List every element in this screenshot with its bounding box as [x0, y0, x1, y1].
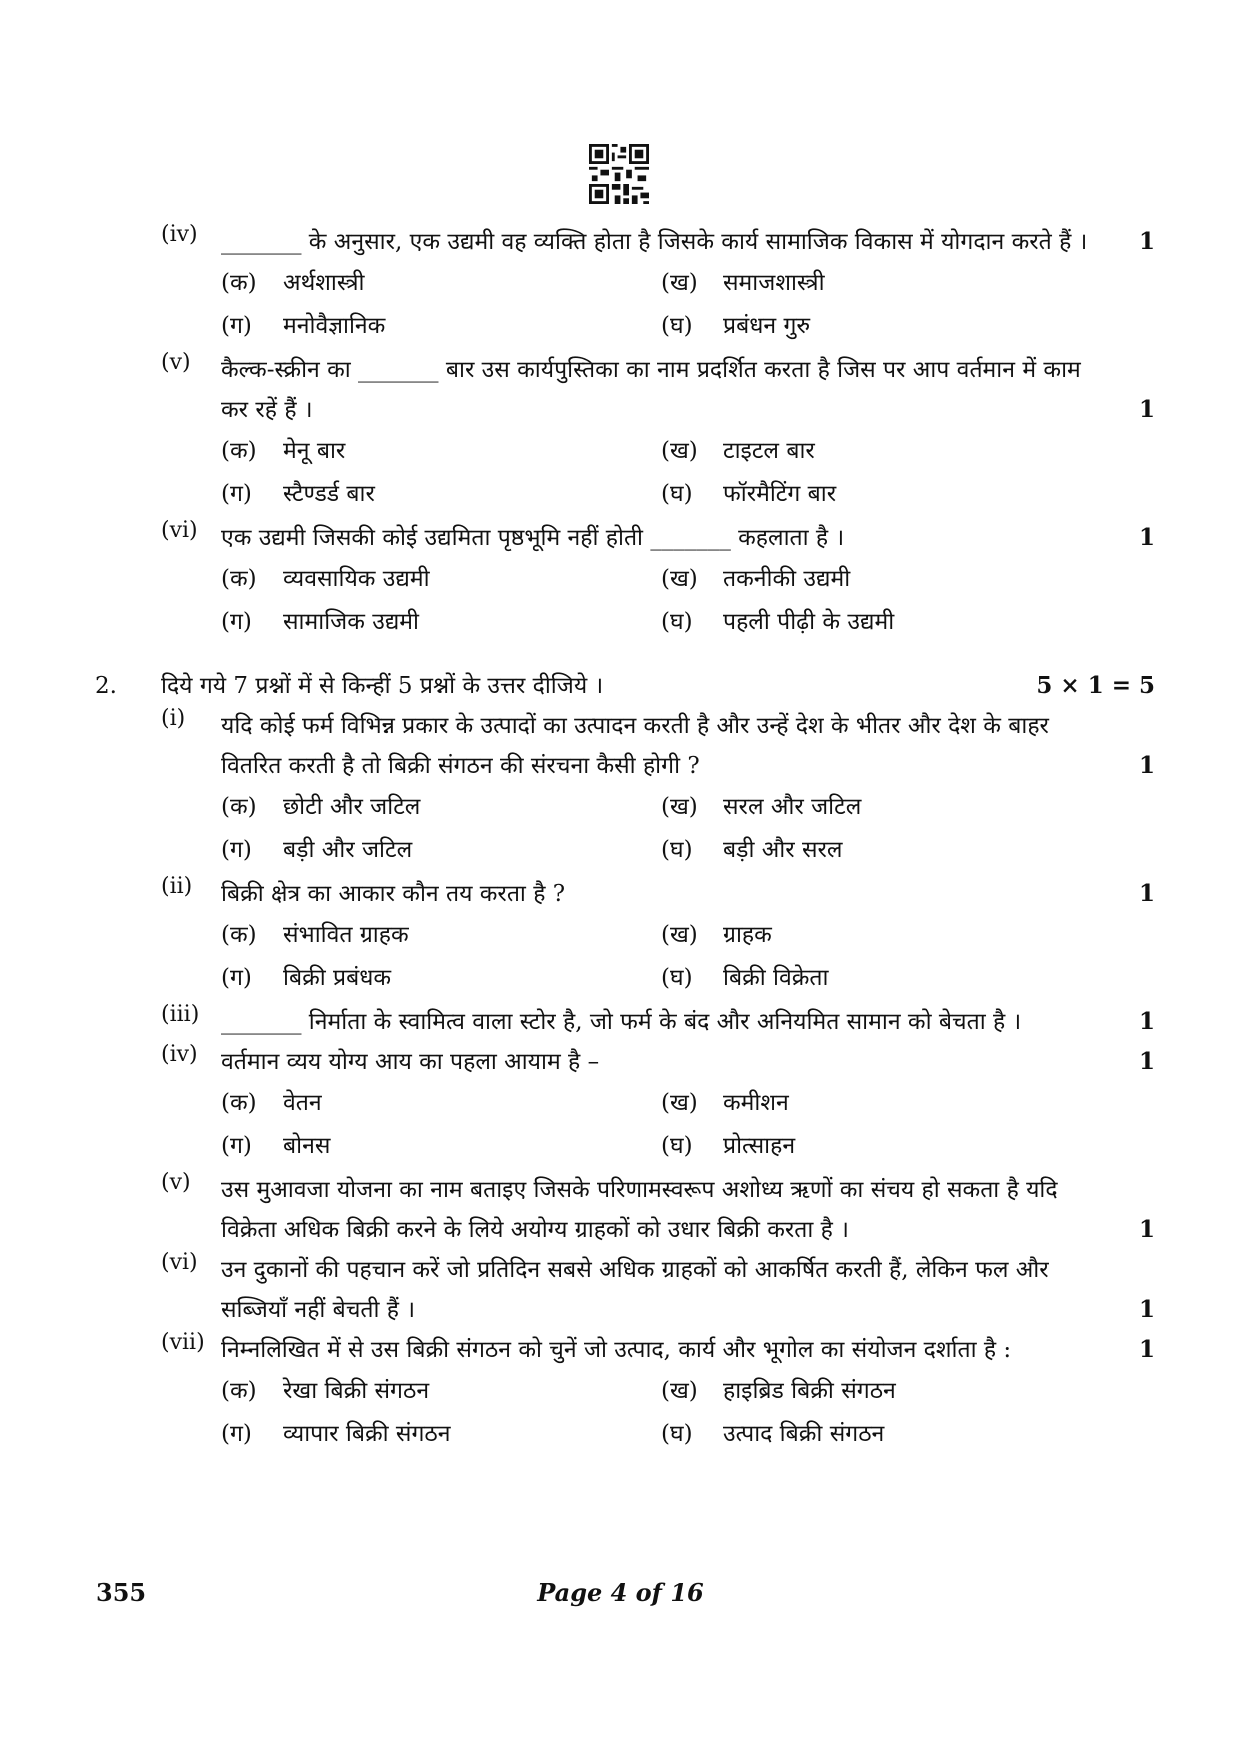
question-item	[95, 874, 1155, 914]
option-label: (घ)	[661, 1133, 693, 1159]
question-number: (vii)	[161, 1330, 205, 1355]
question-item	[95, 518, 1155, 558]
option-label: (घ)	[661, 313, 693, 339]
option-grid	[221, 558, 1155, 644]
question-item	[95, 1170, 1155, 1250]
option-label: (ग)	[221, 481, 252, 507]
option-item	[661, 1125, 1101, 1168]
option-item	[661, 1082, 1101, 1125]
option-grid	[221, 430, 1155, 516]
option-item	[221, 1370, 661, 1413]
question-text: उस मुआवजा योजना का नाम बताइए जिसके परिणामस्वरूप अशोध्य ऋणों का संचय हो सकता है यदि विक्रेता अधिक बिक्री करने के लिये अयोग्य ग्राहकों को उधार बिक्री करता है ।	[221, 1177, 1058, 1243]
qr-code-icon	[589, 144, 649, 204]
option-label: (घ)	[661, 609, 693, 635]
option-text: मनोवैज्ञानिक	[283, 313, 386, 339]
question-marks: 1	[1138, 1216, 1155, 1243]
option-label: (ग)	[221, 609, 252, 635]
option-label: (ख)	[661, 922, 698, 948]
option-text: समाजशास्त्री	[723, 270, 825, 296]
question-item	[95, 1002, 1155, 1042]
question-text: _______ के अनुसार, एक उद्यमी वह व्यक्ति होता है जिसके कार्य सामाजिक विकास में योगदान करते हैं ।	[221, 229, 1088, 255]
option-item	[221, 262, 661, 305]
option-item	[221, 473, 661, 516]
option-text: तकनीकी उद्यमी	[723, 566, 851, 592]
option-text: बोनस	[283, 1133, 331, 1159]
section-2-header	[95, 666, 1155, 706]
question-item	[95, 706, 1155, 786]
option-label: (ग)	[221, 837, 252, 863]
option-text: अर्थशास्त्री	[283, 270, 365, 296]
question-item	[95, 222, 1155, 262]
option-text: वेतन	[283, 1090, 322, 1116]
option-label: (घ)	[661, 1421, 693, 1447]
question-text: यदि कोई फर्म विभिन्न प्रकार के उत्पादों का उत्पादन करती है और उन्हें देश के भीतर और देश के बाहर वितरित करती है तो बिक्री संगठन की संरचना कैसी होगी ?	[221, 713, 1049, 779]
option-text: प्रबंधन गुरु	[723, 313, 811, 339]
option-text: कमीशन	[723, 1090, 789, 1116]
question-item	[95, 350, 1155, 430]
option-grid	[221, 1370, 1155, 1456]
option-label: (क)	[221, 922, 257, 948]
option-text: ग्राहक	[723, 922, 772, 948]
question-marks: 1	[1138, 524, 1155, 551]
question-marks: 1	[1138, 228, 1155, 255]
option-item	[221, 914, 661, 957]
option-item	[661, 786, 1101, 829]
option-label: (क)	[221, 1378, 257, 1404]
option-item	[221, 957, 661, 1000]
option-item	[221, 558, 661, 601]
option-text: व्यापार बिक्री संगठन	[283, 1421, 451, 1447]
option-label: (घ)	[661, 837, 693, 863]
question-number: (i)	[161, 706, 186, 731]
option-item	[661, 829, 1101, 872]
question-marks: 1	[1138, 880, 1155, 907]
option-item	[661, 957, 1101, 1000]
option-item	[661, 914, 1101, 957]
option-text: मेनू बार	[283, 438, 346, 464]
option-grid	[221, 262, 1155, 348]
option-item	[221, 601, 661, 644]
option-item	[661, 430, 1101, 473]
paper-code: 355	[96, 1578, 147, 1607]
question-number: (iv)	[161, 1042, 198, 1067]
question-text: उन दुकानों की पहचान करें जो प्रतिदिन सबसे अधिक ग्राहकों को आकर्षित करती हैं, लेकिन फल और सब्जियाँ नहीं बेचती हैं ।	[221, 1257, 1049, 1323]
question-number: (iv)	[161, 222, 198, 247]
question-number: (vi)	[161, 518, 198, 543]
question-text: एक उद्यमी जिसकी कोई उद्यमिता पृष्ठभूमि नहीं होती _______ कहलाता है ।	[221, 525, 845, 551]
option-text: बड़ी और जटिल	[283, 837, 413, 863]
option-label: (घ)	[661, 965, 693, 991]
page-number: Page 4 of 16	[537, 1578, 704, 1607]
question-text: वर्तमान व्यय योग्य आय का पहला आयाम है –	[221, 1049, 600, 1075]
question-text: निम्नलिखित में से उस बिक्री संगठन को चुनें जो उत्पाद, कार्य और भूगोल का संयोजन दर्शाता है :	[221, 1337, 1012, 1363]
section-marks: 5 × 1 = 5	[1036, 672, 1155, 699]
option-label: (ख)	[661, 566, 698, 592]
option-text: छोटी और जटिल	[283, 794, 421, 820]
option-item	[661, 473, 1101, 516]
question-item	[95, 1330, 1155, 1370]
option-label: (ग)	[221, 1133, 252, 1159]
option-item	[661, 1413, 1101, 1456]
option-item	[221, 786, 661, 829]
question-marks: 1	[1138, 1296, 1155, 1323]
option-label: (क)	[221, 438, 257, 464]
question-number: (v)	[161, 1170, 191, 1195]
question-number: (iii)	[161, 1002, 200, 1027]
option-grid	[221, 786, 1155, 872]
option-text: सरल और जटिल	[723, 794, 862, 820]
option-label: (ख)	[661, 1378, 698, 1404]
option-label: (ख)	[661, 794, 698, 820]
option-text: बिक्री प्रबंधक	[283, 965, 392, 991]
question-marks: 1	[1138, 1008, 1155, 1035]
option-text: प्रोत्साहन	[723, 1133, 796, 1159]
option-text: पहली पीढ़ी के उद्यमी	[723, 609, 895, 635]
option-text: स्टैण्डर्ड बार	[283, 481, 375, 507]
question-item	[95, 1042, 1155, 1082]
option-text: संभावित ग्राहक	[283, 922, 409, 948]
option-text: व्यवसायिक उद्यमी	[283, 566, 430, 592]
option-text: फॉरमैटिंग बार	[723, 481, 837, 507]
option-text: रेखा बिक्री संगठन	[283, 1378, 430, 1404]
option-label: (घ)	[661, 481, 693, 507]
section-number: 2.	[95, 673, 117, 699]
question-number: (vi)	[161, 1250, 198, 1275]
option-label: (ख)	[661, 438, 698, 464]
option-text: हाइब्रिड बिक्री संगठन	[723, 1378, 896, 1404]
option-label: (ग)	[221, 1421, 252, 1447]
option-item	[221, 1413, 661, 1456]
option-label: (क)	[221, 270, 257, 296]
option-item	[661, 601, 1101, 644]
option-grid	[221, 1082, 1155, 1168]
option-text: उत्पाद बिक्री संगठन	[723, 1421, 885, 1447]
option-item	[221, 430, 661, 473]
option-item	[221, 305, 661, 348]
option-label: (ग)	[221, 313, 252, 339]
question-number: (v)	[161, 350, 191, 375]
question-text: _______ निर्माता के स्वामित्व वाला स्टोर है, जो फर्म के बंद और अनियमित सामान को बेचता है ।	[221, 1009, 1022, 1035]
option-item	[661, 558, 1101, 601]
option-label: (ग)	[221, 965, 252, 991]
question-text: कैल्क-स्क्रीन का _______ बार उस कार्यपुस्तिका का नाम प्रदर्शित करता है जिस पर आप वर्तमान में काम कर रहें हैं ।	[221, 357, 1081, 423]
option-item	[661, 1370, 1101, 1413]
option-item	[221, 1125, 661, 1168]
option-item	[661, 305, 1101, 348]
question-text: बिक्री क्षेत्र का आकार कौन तय करता है ?	[221, 881, 566, 907]
option-text: सामाजिक उद्यमी	[283, 609, 420, 635]
option-item	[221, 1082, 661, 1125]
option-label: (ख)	[661, 270, 698, 296]
option-item	[221, 829, 661, 872]
option-text: बिक्री विक्रेता	[723, 965, 829, 991]
question-number: (ii)	[161, 874, 193, 899]
question-marks: 1	[1138, 752, 1155, 779]
option-label: (क)	[221, 1090, 257, 1116]
option-grid	[221, 914, 1155, 1000]
option-label: (ख)	[661, 1090, 698, 1116]
question-marks: 1	[1138, 1048, 1155, 1075]
question-marks: 1	[1138, 1336, 1155, 1363]
question-marks: 1	[1138, 396, 1155, 423]
section-instruction: दिये गये 7 प्रश्नों में से किन्हीं 5 प्रश्नों के उत्तर दीजिये ।	[161, 673, 604, 699]
option-item	[661, 262, 1101, 305]
option-text: बड़ी और सरल	[723, 837, 843, 863]
option-text: टाइटल बार	[723, 438, 815, 464]
option-label: (क)	[221, 566, 257, 592]
question-content	[95, 222, 1155, 1458]
question-item	[95, 1250, 1155, 1330]
option-label: (क)	[221, 794, 257, 820]
